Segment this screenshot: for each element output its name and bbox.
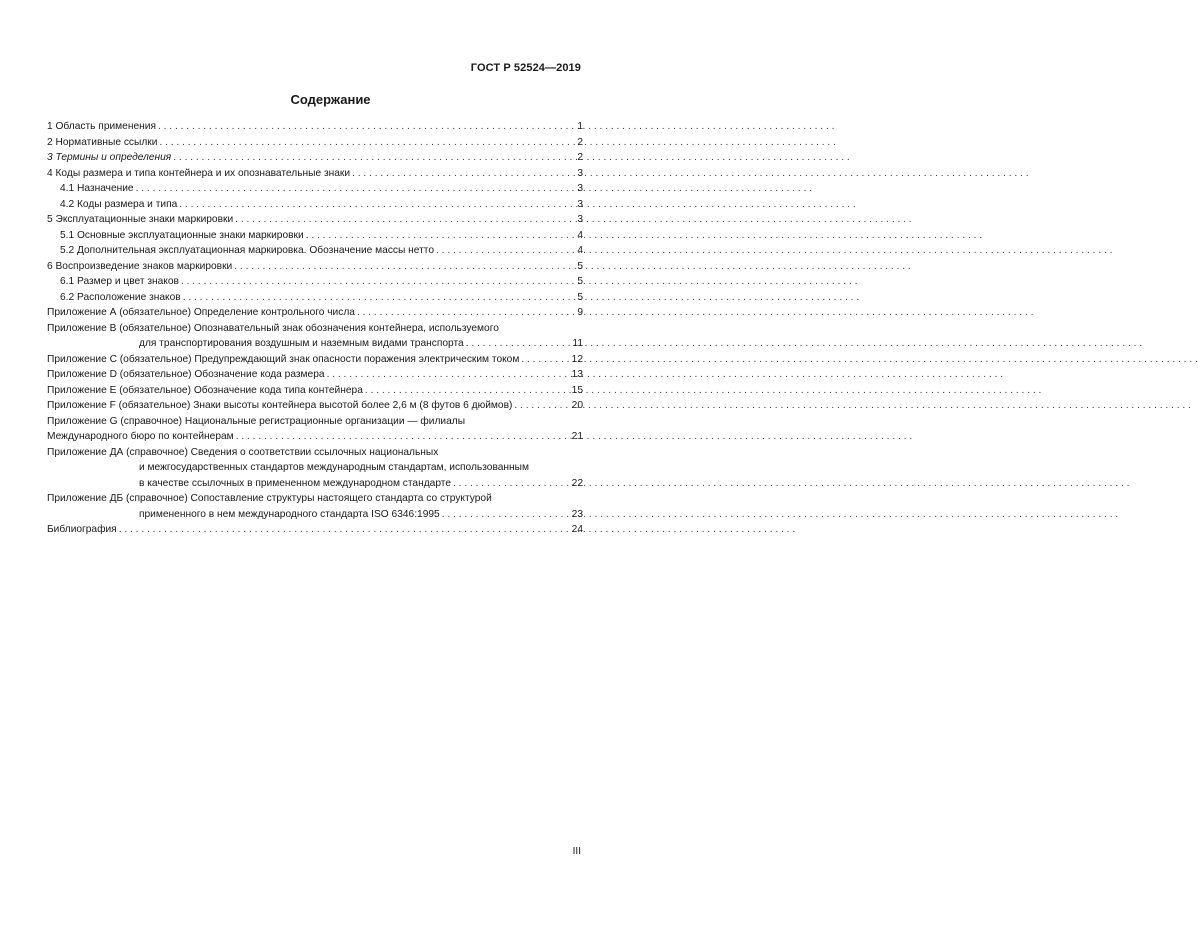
toc-entry-text: 6.1 Размер и цвет знаков	[60, 276, 179, 287]
toc-page-number: 5	[577, 291, 583, 303]
toc-page-number: 24	[571, 524, 583, 535]
toc-entry-text: для транспортирования воздушным и наземным видами транспорта	[139, 338, 464, 349]
dot-leader	[159, 135, 575, 151]
toc-entry-text: 3 Термины и определения	[47, 152, 172, 163]
toc-entry[interactable]	[47, 445, 583, 492]
toc-page-number: 3	[577, 167, 583, 179]
dot-leader	[136, 181, 576, 197]
dot-leader	[173, 150, 575, 166]
toc-entry[interactable]	[47, 274, 583, 290]
toc-page-number: 3	[577, 198, 583, 210]
toc-entry-text: 5.2 Дополнительная эксплуатационная маркировка. Обозначение массы нетто	[60, 245, 434, 256]
toc-page-number: 13	[571, 369, 583, 380]
table-of-contents	[47, 119, 583, 538]
toc-page-number: 4	[577, 245, 583, 256]
toc-entry[interactable]	[47, 212, 583, 228]
toc-entry-text: Приложение С (обязательное) Предупреждающий знак опасности поражения электрическим током	[47, 353, 520, 365]
toc-entry-text: 6.2 Расположение знаков	[60, 291, 181, 303]
toc-page-number: 12	[571, 353, 583, 365]
toc-entry-text: 6 Воспроизведение знаков маркировки	[47, 260, 233, 272]
toc-entry[interactable]	[47, 243, 583, 259]
toc-entry[interactable]	[47, 367, 583, 383]
standard-number: ГОСТ Р 52524—2019	[470, 62, 581, 74]
toc-entry[interactable]	[47, 290, 583, 306]
toc-page-number: 1	[577, 121, 583, 132]
toc-entry-text: 5.1 Основные эксплуатационные знаки маркировки	[60, 229, 304, 241]
toc-entry[interactable]	[47, 166, 583, 182]
toc-page-number: 2	[577, 136, 583, 148]
toc-entry[interactable]	[47, 522, 583, 538]
toc-entry-text: 4.2 Коды размера и типа	[60, 198, 178, 210]
toc-entry[interactable]	[47, 259, 583, 275]
toc-page-number: 5	[577, 260, 583, 272]
toc-entry-text: примененного в нем международного стандарта ISO 6346:1995	[139, 508, 440, 520]
toc-entry-text: Приложение ДБ (справочное) Сопоставление структуры настоящего стандарта со структурой	[47, 493, 492, 504]
dot-leader	[158, 119, 575, 135]
dot-leader	[306, 228, 576, 244]
toc-entry[interactable]	[47, 398, 583, 414]
toc-entry-text: Приложение F (обязательное) Знаки высоты контейнера высотой более 2,6 м (8 футов 6 дюймов)	[47, 400, 513, 411]
toc-entry[interactable]	[47, 414, 583, 445]
dot-leader	[442, 507, 570, 523]
toc-entry[interactable]	[47, 197, 583, 213]
toc-page-number: 15	[571, 384, 583, 396]
dot-leader	[466, 336, 571, 352]
dot-leader	[453, 476, 570, 492]
page-number: III	[572, 846, 581, 857]
toc-page-number: 21	[571, 431, 583, 442]
toc-entry[interactable]	[47, 321, 583, 352]
dot-leader	[236, 429, 570, 445]
toc-entry-text: Международного бюро по контейнерам	[47, 431, 234, 442]
toc-entry-text: 2 Нормативные ссылки	[47, 136, 158, 148]
dot-leader	[181, 274, 575, 290]
toc-entry[interactable]	[47, 228, 583, 244]
dot-leader	[119, 522, 570, 538]
toc-entry-text: в качестве ссылочных в примененном международном стандарте	[139, 477, 451, 489]
toc-title: Содержание	[290, 92, 371, 107]
toc-entry-text: 4 Коды размера и типа контейнера и их опознавательные знаки	[47, 167, 351, 179]
toc-entry-text: 5 Эксплуатационные знаки маркировки	[47, 214, 234, 225]
dot-leader	[352, 166, 575, 182]
toc-entry[interactable]	[47, 150, 583, 166]
toc-entry[interactable]	[47, 491, 583, 522]
toc-entry[interactable]	[47, 383, 583, 399]
dot-leader	[327, 367, 570, 383]
dot-leader	[357, 305, 575, 321]
toc-entry-text: Приложение В (обязательное) Опознавательный знак обозначения контейнера, используемого	[47, 322, 499, 334]
dot-leader	[235, 212, 575, 228]
toc-page-number: 20	[571, 400, 583, 411]
toc-entry[interactable]	[47, 181, 583, 197]
toc-page-number: 3	[577, 183, 583, 194]
toc-entry-text: 4.1 Назначение	[60, 183, 134, 194]
toc-entry[interactable]	[47, 352, 583, 368]
toc-entry[interactable]	[47, 305, 583, 321]
toc-page-number: 11	[572, 338, 583, 349]
toc-page-number: 9	[577, 307, 583, 318]
dot-leader	[365, 383, 570, 399]
dot-leader	[183, 290, 576, 306]
dot-leader	[521, 352, 569, 368]
toc-page-number: 2	[577, 152, 583, 163]
toc-entry[interactable]	[47, 119, 583, 135]
toc-entry[interactable]	[47, 135, 583, 151]
dot-leader	[514, 398, 569, 414]
dot-leader	[436, 243, 575, 259]
dot-leader	[234, 259, 575, 275]
toc-page-number: 5	[577, 276, 583, 287]
toc-entry-text: Библиография	[47, 524, 117, 535]
toc-entry-text: Приложение G (справочное) Национальные регистрационные организации — филиалы	[47, 415, 466, 427]
toc-entry-text: Приложение Е (обязательное) Обозначение кода типа контейнера	[47, 384, 363, 396]
toc-page-number: 22	[571, 477, 583, 489]
toc-entry-text: и межгосударственных стандартов международным стандартам, использованным	[139, 462, 530, 473]
toc-entry-text: Приложение D (обязательное) Обозначение кода размера	[47, 369, 325, 380]
toc-page-number: 23	[571, 508, 583, 520]
toc-page-number: 4	[577, 229, 583, 241]
toc-entry-text: Приложение А (обязательное) Определение контрольного числа	[47, 307, 355, 318]
toc-page-number: 3	[577, 214, 583, 225]
toc-entry-text: Приложение ДА (справочное) Сведения о соответствии ссылочных национальных	[47, 446, 439, 458]
toc-entry-text: 1 Область применения	[47, 121, 156, 132]
dot-leader	[179, 197, 575, 213]
